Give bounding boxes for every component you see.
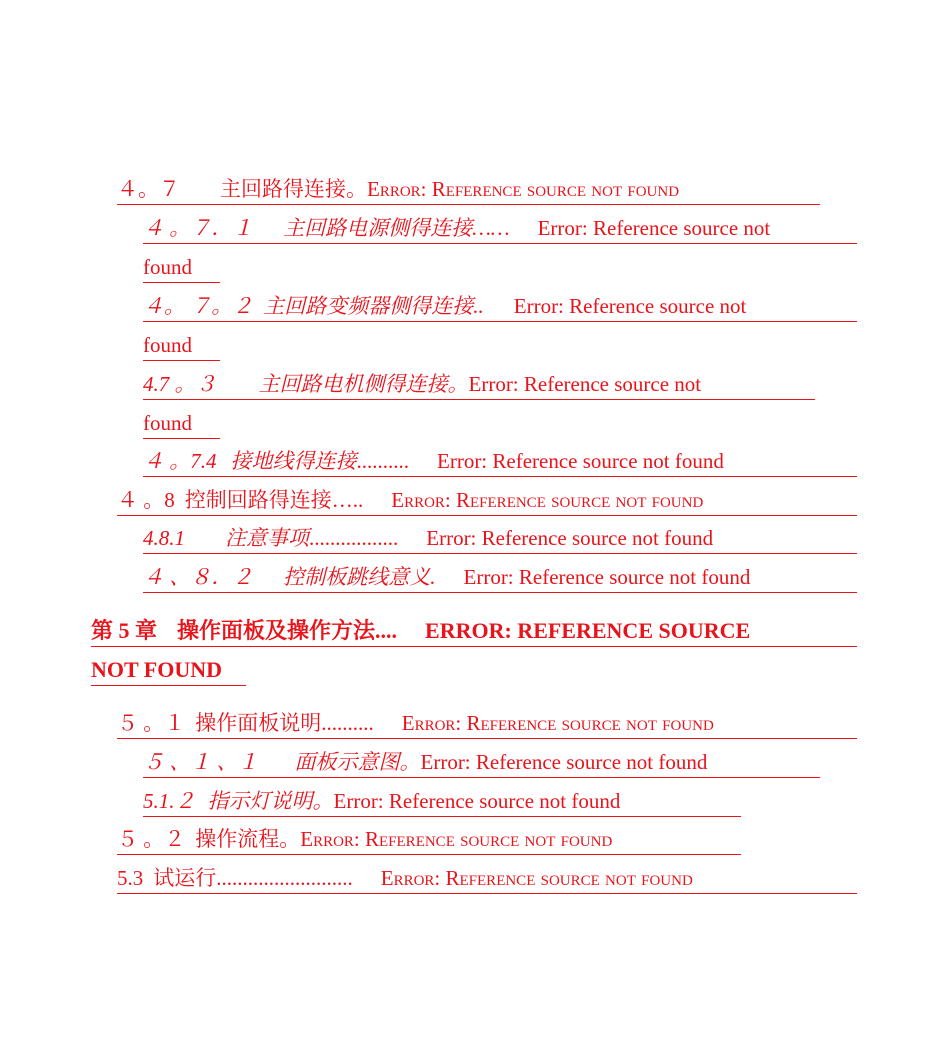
toc-ref-cont: NOT FOUND	[91, 657, 222, 682]
toc-ref: Error: Reference source not found	[437, 449, 724, 473]
toc-leader: ..........	[356, 449, 409, 473]
toc-entry-4-8-1[interactable]	[143, 523, 857, 554]
toc-entry-5-1-1[interactable]	[143, 747, 820, 778]
toc-entry-4-7-4[interactable]	[143, 446, 857, 477]
toc-number: 5.1.２	[143, 789, 196, 813]
toc-title: 主回路得连接	[220, 177, 346, 201]
toc-leader: 。	[279, 827, 301, 851]
toc-entry-5-1[interactable]	[117, 708, 857, 739]
toc-leader: ……	[472, 216, 510, 240]
toc-ref: Error: Reference source not found	[380, 866, 693, 890]
toc-ref: Error: Reference source not	[537, 216, 771, 240]
toc-ref-cont: found	[143, 411, 192, 435]
toc-number: ４。 ７。２	[143, 294, 254, 318]
toc-leader: ..........	[321, 711, 374, 735]
toc-entry-4-7-1[interactable]	[143, 213, 857, 244]
toc-ref: Error: Reference source not found	[463, 565, 751, 589]
toc-ref: Error: Reference source not found	[300, 827, 613, 851]
toc-ref: ERROR: REFERENCE SOURCE	[425, 618, 751, 643]
toc-title: 面板示意图	[294, 750, 400, 774]
toc-leader: …..	[331, 488, 364, 512]
toc-ref: Error: Reference source not	[468, 372, 702, 396]
toc-entry-5-3[interactable]	[117, 863, 857, 894]
toc-entry-5-1-2[interactable]	[143, 786, 741, 817]
toc-entry-5-2[interactable]	[117, 824, 741, 855]
toc-title: 操作流程	[195, 827, 280, 851]
toc-number: ４ 。7.4	[143, 449, 217, 473]
toc-number: ４。７	[117, 177, 180, 201]
toc-title: 接地线得连接	[230, 449, 357, 473]
toc-leader: 。	[346, 177, 367, 201]
toc-leader: ..	[473, 294, 484, 318]
toc-ref: Error: Reference source not	[513, 294, 747, 318]
toc-entry-4-7[interactable]	[117, 174, 820, 205]
toc-ref: Error: Reference source not found	[401, 711, 714, 735]
toc-title: 控制回路得连接	[184, 488, 332, 512]
toc-number: ５ 、１ 、１	[143, 750, 259, 774]
toc-ref-cont: found	[143, 333, 192, 357]
toc-entry-4-7-2[interactable]	[143, 291, 857, 322]
toc-chapter-5-cont[interactable]	[91, 655, 246, 686]
toc-ref: Error: Reference source not found	[426, 526, 714, 550]
toc-leader: 。	[447, 372, 469, 396]
toc-number: ４ 。8	[117, 488, 175, 512]
chapter-title: 操作面板及操作方法	[177, 618, 376, 643]
toc-leader: 。	[399, 750, 421, 774]
toc-entry-4-8-2[interactable]	[143, 562, 857, 593]
toc-entry-4-7-2-cont[interactable]	[143, 330, 220, 361]
toc-entry-4-7-1-cont[interactable]	[143, 252, 220, 283]
toc-number: ５ 。１	[117, 711, 186, 735]
toc-number: 4.8.1	[143, 526, 185, 550]
toc-title: 试运行	[153, 866, 217, 890]
toc-chapter-5[interactable]	[91, 616, 857, 647]
toc-number: ４ 、８．２	[143, 565, 254, 589]
toc-title: 主回路电源侧得连接	[283, 216, 473, 240]
toc-ref: Error: Reference source not found	[333, 789, 621, 813]
toc-leader: ....	[375, 618, 398, 643]
toc-leader: 。	[312, 789, 334, 813]
toc-number: ５ 。２	[117, 827, 186, 851]
toc-ref: Error: Reference source not found	[391, 488, 704, 512]
toc-title: 控制板跳线意义	[283, 565, 431, 589]
toc-title: 操作面板说明	[195, 711, 322, 735]
toc-number: ４ 。７．１	[143, 216, 254, 240]
toc-number: 4.7 。３	[143, 372, 217, 396]
toc-ref-cont: found	[143, 255, 192, 279]
toc-title: 主回路变频器侧得连接	[263, 294, 474, 318]
toc-title: 主回路电机侧得连接	[258, 372, 448, 396]
toc-entry-4-7-3[interactable]	[143, 369, 815, 400]
toc-ref: Error: Reference source not found	[420, 750, 708, 774]
toc-entry-4-8[interactable]	[117, 485, 857, 516]
toc-leader: .................	[309, 526, 399, 550]
toc-number: 5.3	[117, 866, 144, 890]
toc-leader: .	[430, 565, 436, 589]
toc-title: 指示灯说明	[207, 789, 313, 813]
toc-leader: ..........................	[216, 866, 353, 890]
toc-title: 注意事项	[225, 526, 309, 550]
toc-ref: Error: Reference source not found	[367, 177, 680, 201]
chapter-number: 第 5 章	[91, 618, 158, 643]
toc-entry-4-7-3-cont[interactable]	[143, 408, 220, 439]
